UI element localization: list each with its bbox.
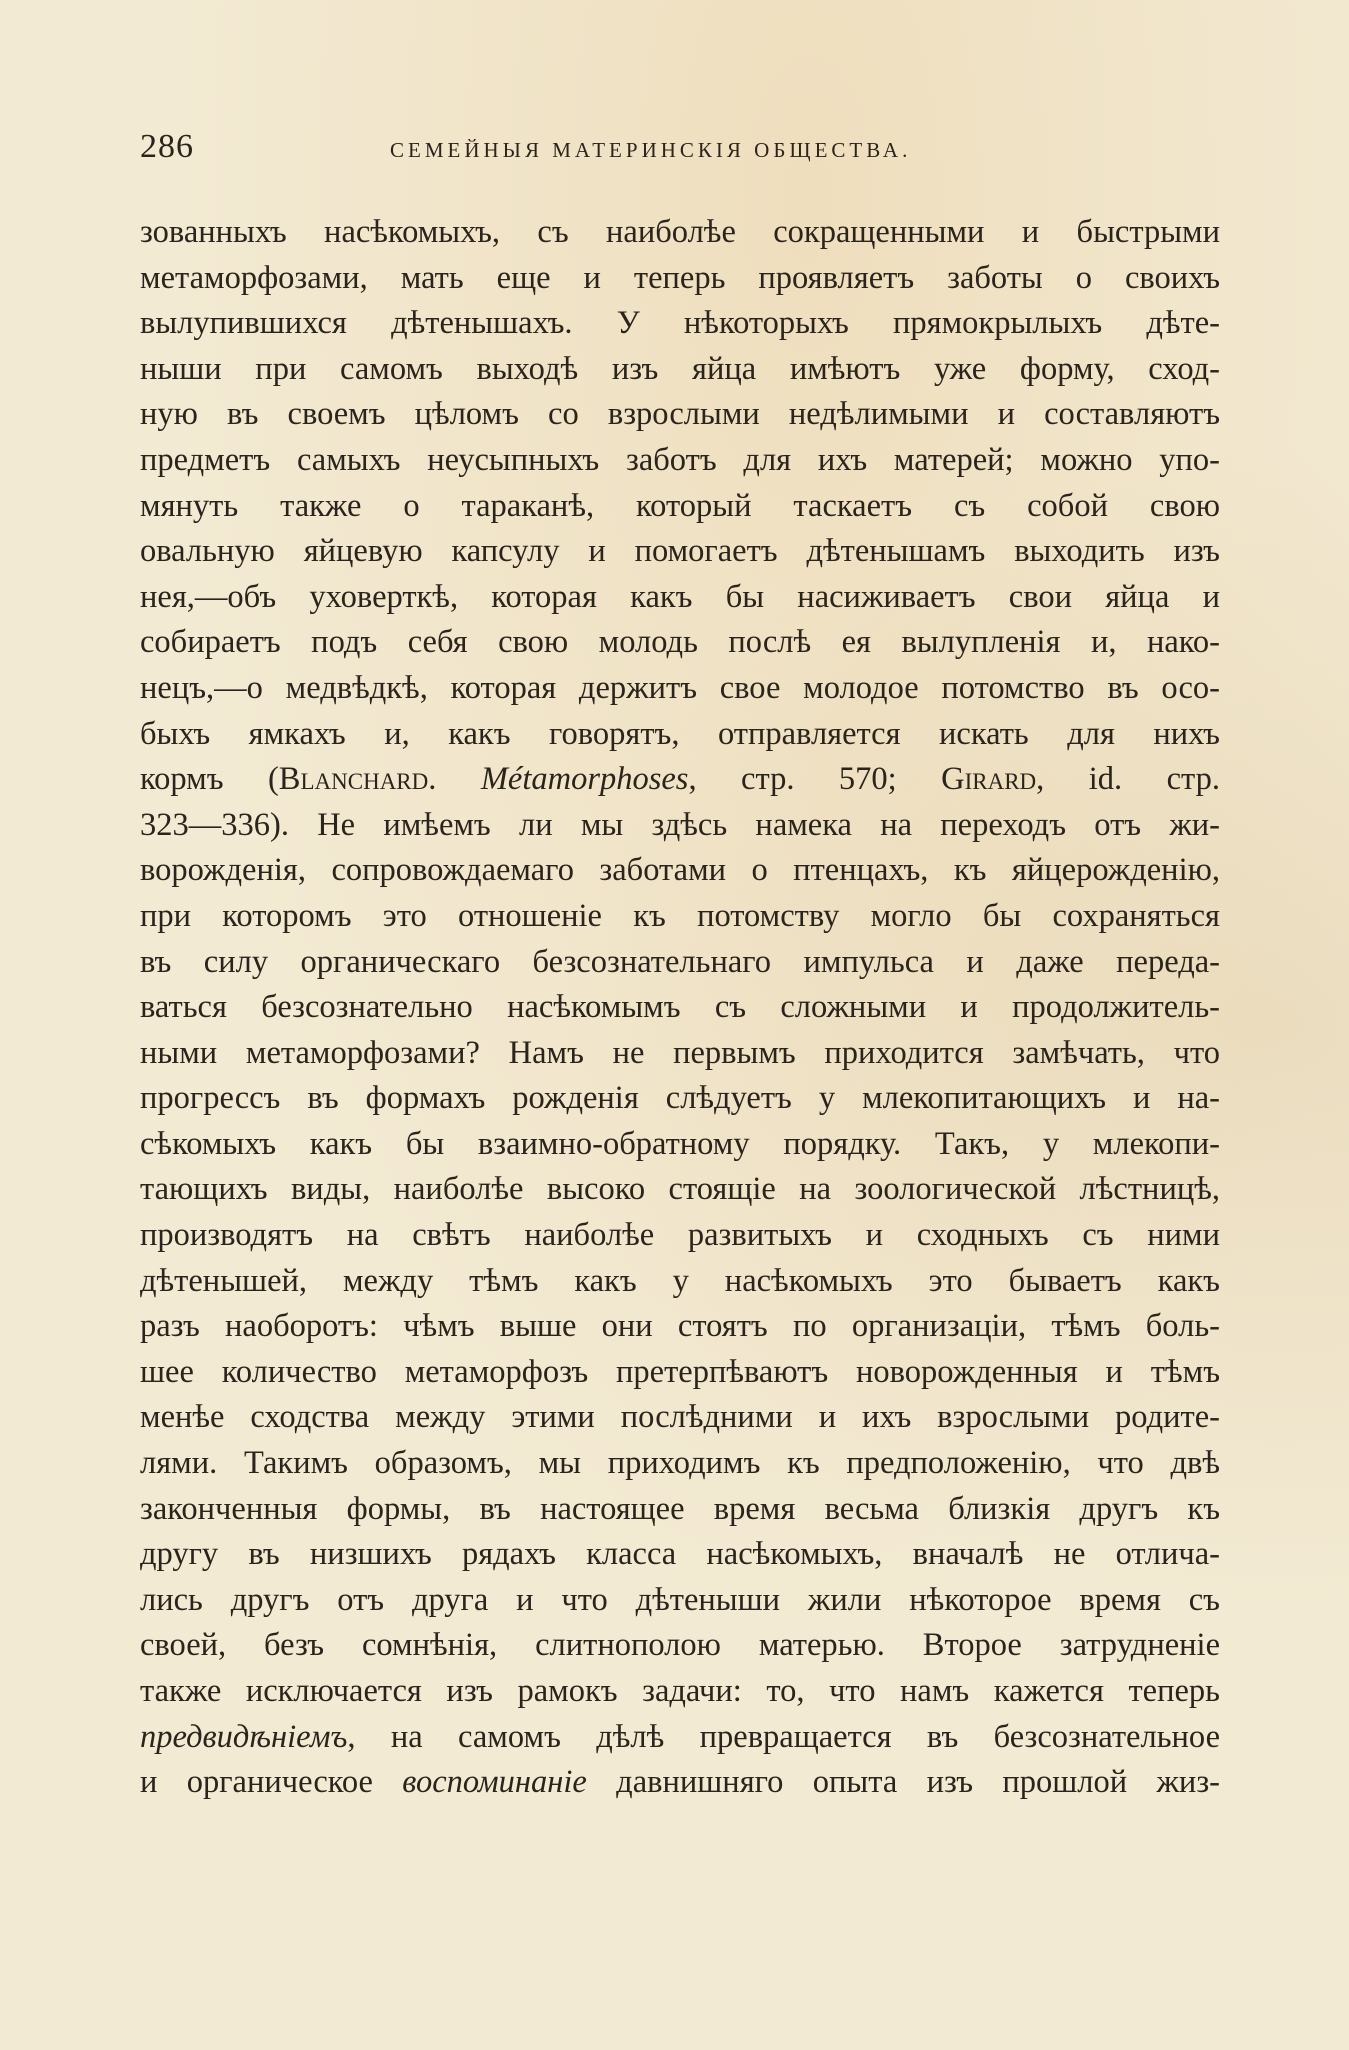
text-line-emphasis (140, 1715, 1220, 1761)
text-line: разъ наоборотъ: чѣмъ выше они стоятъ по организаціи, тѣмъ боль- (140, 1308, 1220, 1345)
text-line: лись другъ отъ друга и что дѣтеныши жили нѣкоторое время съ (140, 1581, 1220, 1618)
text-line: менѣе сходства между этими послѣдними и ихъ взрослыми родите- (140, 1399, 1220, 1436)
text-line: своей, безъ сомнѣнія, слитнополою матерью. Второе затрудненіе (140, 1627, 1220, 1664)
text-line: тающихъ виды, наиболѣе высоко стоящіе на зоологической лѣстницѣ, (140, 1171, 1220, 1208)
text-line: вылупившихся дѣтенышахъ. У нѣкоторыхъ прямокрылыхъ дѣте- (140, 305, 1220, 342)
text-line: предметъ самыхъ неусыпныхъ заботъ для ихъ матерей; можно упо- (140, 441, 1220, 478)
author-name: Blanchard. (278, 761, 437, 798)
text-line: ныши при самомъ выходѣ изъ яйца имѣютъ уже форму, сход- (140, 350, 1220, 387)
text-line: быхъ ямкахъ и, какъ говорятъ, отправляется искать для нихъ (140, 715, 1220, 752)
text-line: ворожденія, сопровождаемаго заботами о птенцахъ, къ яйцерожденію, (140, 852, 1220, 889)
text-fragment: id. стр. (1044, 761, 1220, 798)
text-line: лями. Такимъ образомъ, мы приходимъ къ предположенію, что двѣ (140, 1445, 1220, 1482)
text-fragment: , стр. 570; (688, 761, 942, 798)
text-line: шее количество метаморфозъ претерпѣваютъ новорожденныя и тѣмъ (140, 1353, 1220, 1390)
emphasized-word: воспоминаніе (402, 1764, 587, 1801)
text-line: другу въ низшихъ рядахъ класса насѣкомыхъ, вначалѣ не отлича- (140, 1536, 1220, 1573)
book-title: Métamorphoses (436, 761, 689, 798)
text-fragment: давнишняго опыта изъ прошлой жиз- (586, 1764, 1220, 1801)
text-line-emphasis (140, 1760, 1220, 1806)
text-line: производятъ на свѣтъ наиболѣе развитыхъ и сходныхъ съ ними (140, 1217, 1220, 1254)
body-text (140, 210, 1220, 1806)
text-line: сѣкомыхъ какъ бы взаимно-обратному порядку. Такъ, у млекопи- (140, 1125, 1220, 1162)
text-line: законченныя формы, въ настоящее время весьма близкія другъ къ (140, 1490, 1220, 1527)
text-fragment: , на самомъ дѣлѣ превращается въ безсознательное (347, 1718, 1220, 1755)
text-fragment: и органическое (140, 1764, 403, 1801)
page-header (140, 128, 1220, 178)
text-line: въ силу органическаго безсознательнаго импульса и даже переда- (140, 943, 1220, 980)
text-line: также исключается изъ рамокъ задачи: то, что намъ кажется теперь (140, 1673, 1220, 1709)
text-line: овальную яйцевую капсулу и помогаетъ дѣтенышамъ выходить изъ (140, 533, 1220, 570)
text-line: прогрессъ въ формахъ рожденія слѣдуетъ у млекопитающихъ и на- (140, 1080, 1220, 1117)
text-line: мянуть также о тараканѣ, который таскаетъ съ собой свою (140, 487, 1220, 524)
text-line: собираетъ подъ себя свою молодь послѣ ея вылупленія и, нако- (140, 624, 1220, 661)
text-line: ную въ своемъ цѣломъ со взрослыми недѣлимыми и составляютъ (140, 396, 1220, 433)
text-line: метаморфозами, мать еще и теперь проявляетъ заботы о своихъ (140, 259, 1220, 296)
text-line: дѣтенышей, между тѣмъ какъ у насѣкомыхъ это бываетъ какъ (140, 1262, 1220, 1299)
text-line: 323—336). Не имѣемъ ли мы здѣсь намека на переходъ отъ жи- (140, 806, 1220, 843)
text-line-citation (140, 757, 1220, 803)
text-line: при которомъ это отношеніе къ потомству могло бы сохраняться (140, 897, 1220, 934)
text-line: нецъ,—о медвѣдкѣ, которая держитъ свое молодое потомство въ осо- (140, 669, 1220, 706)
page-number: 286 (140, 128, 194, 165)
text-fragment: кормъ ( (140, 761, 279, 798)
text-line: ными метаморфозами? Намъ не первымъ приходится замѣчать, что (140, 1034, 1220, 1071)
author-name: Girard, (941, 761, 1045, 798)
running-head: СЕМЕЙНЫЯ МАТЕРИНСКІЯ ОБЩЕСТВА. (390, 138, 912, 162)
emphasized-word: предвидѣніемъ (140, 1718, 348, 1755)
text-line: нея,—объ уховерткѣ, которая какъ бы насиживаетъ свои яйца и (140, 578, 1220, 615)
text-line: зованныхъ насѣкомыхъ, съ наиболѣе сокращенными и быстрыми (140, 214, 1220, 250)
text-line: ваться безсознательно насѣкомымъ съ сложными и продолжитель- (140, 989, 1220, 1026)
